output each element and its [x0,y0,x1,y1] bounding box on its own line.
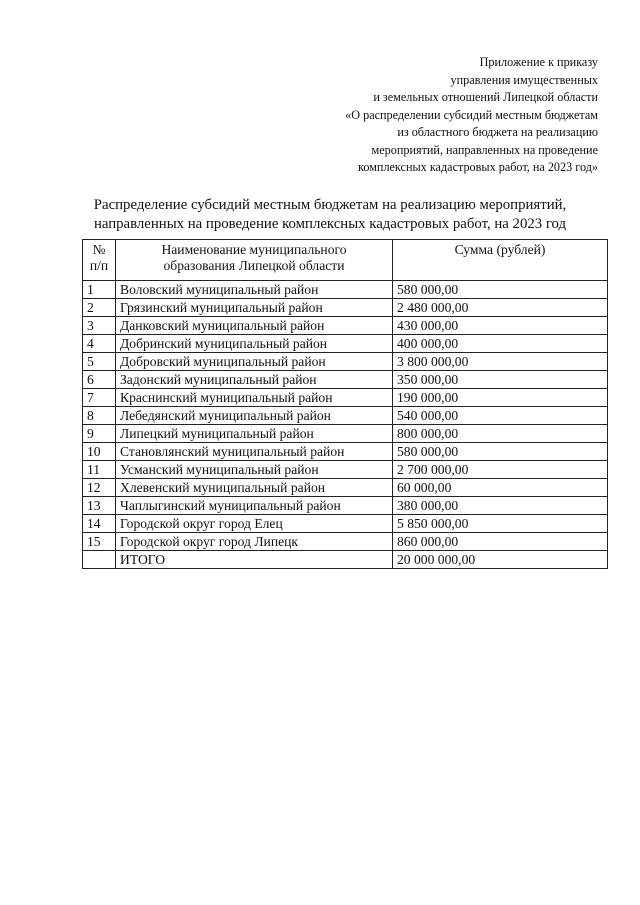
cell-num: 11 [83,461,116,479]
cell-name: Липецкий муниципальный район [116,425,393,443]
header-num-line1: № [92,242,106,257]
cell-name: Городской округ город Липецк [116,533,393,551]
appendix-line: комплексных кадастровых работ, на 2023 год» [358,160,598,174]
cell-name: Краснинский муниципальный район [116,389,393,407]
table-row [83,353,608,371]
cell-num: 1 [83,281,116,299]
cell-name: Усманский муниципальный район [116,461,393,479]
cell-sum: 430 000,00 [393,317,608,335]
cell-num: 7 [83,389,116,407]
document-title [60,196,600,234]
subsidy-table [82,239,608,569]
cell-sum: 580 000,00 [393,281,608,299]
table-row [83,371,608,389]
header-sum: Сумма (рублей) [393,240,608,281]
cell-num: 14 [83,515,116,533]
table-row [83,515,608,533]
cell-num: 2 [83,299,116,317]
cell-name: Воловский муниципальный район [116,281,393,299]
cell-num: 6 [83,371,116,389]
table-row [83,299,608,317]
cell-name: Городской округ город Елец [116,515,393,533]
cell-name: Добровский муниципальный район [116,353,393,371]
cell-sum: 60 000,00 [393,479,608,497]
cell-name: Данковский муниципальный район [116,317,393,335]
cell-num: 8 [83,407,116,425]
table-row [83,443,608,461]
cell-num [83,551,116,569]
cell-sum: 20 000 000,00 [393,551,608,569]
title-line: направленных на проведение комплексных кадастровых работ, на 2023 год [93,216,567,232]
table-row [83,335,608,353]
cell-num: 5 [83,353,116,371]
cell-num: 3 [83,317,116,335]
table-row [83,389,608,407]
cell-num: 13 [83,497,116,515]
table-row [83,497,608,515]
cell-name: Хлевенский муниципальный район [116,479,393,497]
header-num [83,240,116,281]
cell-num: 10 [83,443,116,461]
table-row [83,479,608,497]
cell-sum: 540 000,00 [393,407,608,425]
cell-sum: 860 000,00 [393,533,608,551]
table-body [83,281,608,569]
cell-sum: 5 850 000,00 [393,515,608,533]
cell-sum: 2 480 000,00 [393,299,608,317]
appendix-line: управления имущественных [450,72,598,87]
table-row [83,533,608,551]
cell-num: 4 [83,335,116,353]
table-row [83,407,608,425]
cell-name: Лебедянский муниципальный район [116,407,393,425]
header-name-line1: Наименование муниципального [161,242,347,257]
table-row [83,461,608,479]
cell-name: Добринский муниципальный район [116,335,393,353]
appendix-header [268,54,598,177]
cell-num: 15 [83,533,116,551]
header-name [116,240,393,281]
cell-sum: 400 000,00 [393,335,608,353]
cell-num: 12 [83,479,116,497]
appendix-line: и земельных отношений Липецкой области [373,90,598,104]
table-header-row [83,240,608,281]
cell-name: Грязинский муниципальный район [116,299,393,317]
cell-sum: 350 000,00 [393,371,608,389]
cell-name: Становлянский муниципальный район [116,443,393,461]
table-row [83,317,608,335]
cell-name: ИТОГО [116,551,393,569]
appendix-line: мероприятий, направленных на проведение [371,142,598,157]
cell-sum: 800 000,00 [393,425,608,443]
appendix-line: «О распределении субсидий местным бюджетам [345,107,598,122]
cell-sum: 380 000,00 [393,497,608,515]
cell-sum: 580 000,00 [393,443,608,461]
cell-sum: 3 800 000,00 [393,353,608,371]
header-num-line2: п/п [89,258,109,273]
table-row [83,425,608,443]
appendix-line: из областного бюджета на реализацию [397,125,598,139]
table-total-row [83,551,608,569]
table-row [83,281,608,299]
cell-num: 9 [83,425,116,443]
cell-name: Чаплыгинский муниципальный район [116,497,393,515]
header-name-line2: образования Липецкой области [163,258,345,273]
appendix-line: Приложение к приказу [479,55,598,69]
title-line: Распределение субсидий местным бюджетам на реализацию мероприятий, [93,197,567,213]
cell-sum: 190 000,00 [393,389,608,407]
cell-name: Задонский муниципальный район [116,371,393,389]
cell-sum: 2 700 000,00 [393,461,608,479]
